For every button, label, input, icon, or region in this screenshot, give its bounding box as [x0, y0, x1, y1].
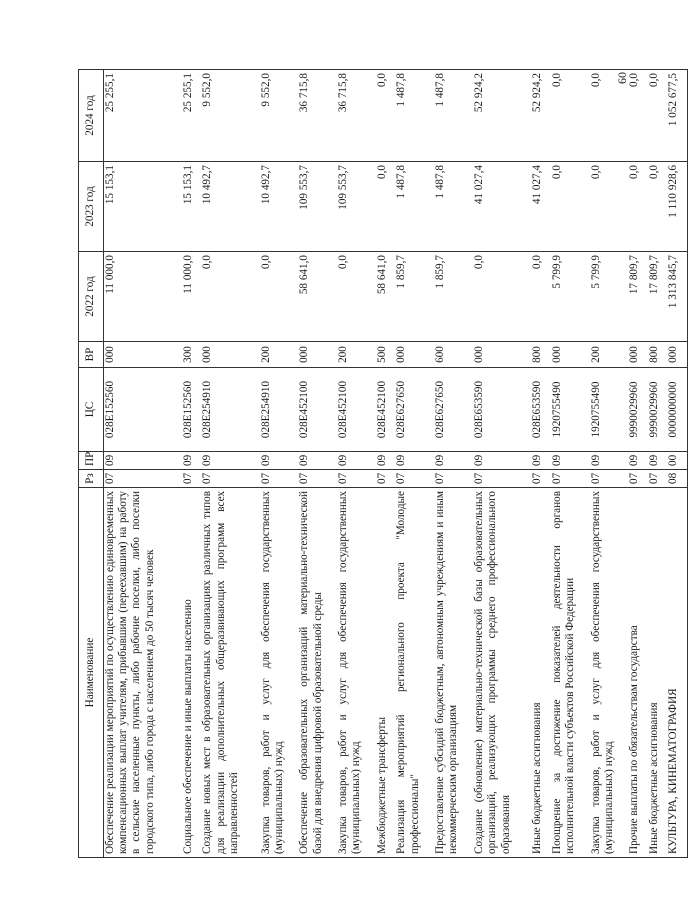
cell-vr: 800: [648, 342, 667, 368]
cell-pr: 09: [648, 452, 667, 470]
cell-cs: 028E627650: [395, 368, 434, 452]
cell-y2023: 0,0: [590, 162, 629, 252]
cell-rz: 07: [473, 470, 531, 488]
cell-cs: 028E627650: [434, 368, 473, 452]
cell-y2024: 1 487,8: [434, 70, 473, 162]
cell-pr: 09: [590, 452, 629, 470]
cell-rz: 07: [337, 470, 376, 488]
budget-table: [78, 69, 688, 858]
header-2022: 2022 год: [79, 252, 104, 342]
header-vr: ВР: [79, 342, 104, 368]
cell-pr: 09: [434, 452, 473, 470]
cell-vr: 800: [531, 342, 550, 368]
cell-rz: 07: [590, 470, 629, 488]
cell-rz: 07: [260, 470, 299, 488]
table-row: [590, 70, 629, 858]
cell-y2022: 58 641,0: [376, 252, 395, 342]
cell-y2023: 41 027,4: [473, 162, 531, 252]
table-row: [473, 70, 531, 858]
cell-vr: 000: [298, 342, 337, 368]
cell-y2024: 9 552,0: [201, 70, 259, 162]
cell-y2023: 1 487,8: [434, 162, 473, 252]
cell-rz: 07: [395, 470, 434, 488]
cell-vr: 200: [590, 342, 629, 368]
cell-vr: 600: [434, 342, 473, 368]
cell-y2023: 41 027,4: [531, 162, 550, 252]
cell-y2024: 52 924,2: [531, 70, 550, 162]
cell-y2022: 0,0: [337, 252, 376, 342]
cell-y2023: 15 153,1: [104, 162, 182, 252]
cell-cs: 028E254910: [260, 368, 299, 452]
cell-rz: 07: [182, 470, 201, 488]
cell-cs: 9990029960: [628, 368, 647, 452]
header-2023: 2023 год: [79, 162, 104, 252]
cell-pr: 00: [667, 452, 687, 470]
cell-y2024: 36 715,8: [337, 70, 376, 162]
cell-name: КУЛЬТУРА, КИНЕМАТОГРАФИЯ: [667, 488, 687, 858]
cell-y2024: 52 924,2: [473, 70, 531, 162]
cell-rz: 07: [648, 470, 667, 488]
cell-name: Обеспечение реализации мероприятий по осуществлению единовременных компенсационных выплат учителям, прибывшим (переехавшим) на работу в сельские населенные пункты, либо рабочие поселки, либо поселки городского типа, либо города с населением до 50 тысяч человек: [104, 488, 182, 858]
cell-rz: 07: [376, 470, 395, 488]
cell-pr: 09: [628, 452, 647, 470]
cell-rz: 07: [298, 470, 337, 488]
cell-pr: 09: [376, 452, 395, 470]
header-2024: 2024 год: [79, 70, 104, 162]
cell-y2022: 17 809,7: [628, 252, 647, 342]
cell-rz: 08: [667, 470, 687, 488]
cell-rz: 07: [104, 470, 182, 488]
cell-y2022: 1 859,7: [434, 252, 473, 342]
cell-name: Иные бюджетные ассигнования: [648, 488, 667, 858]
cell-y2024: 0,0: [376, 70, 395, 162]
cell-cs: 028E152560: [182, 368, 201, 452]
cell-y2024: 9 552,0: [260, 70, 299, 162]
table-row: [667, 70, 687, 858]
cell-y2023: 10 492,7: [260, 162, 299, 252]
cell-vr: 200: [337, 342, 376, 368]
cell-y2022: 5 799,9: [590, 252, 629, 342]
cell-y2023: 0,0: [376, 162, 395, 252]
cell-y2022: 1 859,7: [395, 252, 434, 342]
page-number: 60: [615, 72, 629, 84]
cell-pr: 09: [337, 452, 376, 470]
cell-y2022: 0,0: [473, 252, 531, 342]
cell-y2024: 0,0: [628, 70, 647, 162]
cell-rz: 07: [628, 470, 647, 488]
cell-name: Иные бюджетные ассигнования: [531, 488, 550, 858]
cell-y2023: 10 492,7: [201, 162, 259, 252]
cell-pr: 09: [395, 452, 434, 470]
cell-y2023: 15 153,1: [182, 162, 201, 252]
cell-name: Поощрение за достижение показателей деятельности органов исполнительной власти субъектов Российской Федерации: [551, 488, 590, 858]
cell-y2022: 0,0: [531, 252, 550, 342]
table-row: [260, 70, 299, 858]
table-row: [648, 70, 667, 858]
cell-y2023: 109 553,7: [337, 162, 376, 252]
cell-y2024: 0,0: [590, 70, 629, 162]
cell-name: Реализация мероприятий регионального проекта "Молодые профессионалы": [395, 488, 434, 858]
table-row: [337, 70, 376, 858]
cell-cs: 028E653590: [531, 368, 550, 452]
table-row: [201, 70, 259, 858]
header-name: Наименование: [79, 488, 104, 858]
cell-y2022: 0,0: [260, 252, 299, 342]
cell-vr: 000: [551, 342, 590, 368]
cell-cs: 028E254910: [201, 368, 259, 452]
table-row: [182, 70, 201, 858]
cell-y2024: 36 715,8: [298, 70, 337, 162]
cell-pr: 09: [551, 452, 590, 470]
cell-y2022: 58 641,0: [298, 252, 337, 342]
cell-cs: 028E452100: [298, 368, 337, 452]
cell-pr: 09: [298, 452, 337, 470]
table-row: [298, 70, 337, 858]
cell-y2024: 0,0: [648, 70, 667, 162]
cell-y2022: 11 000,0: [104, 252, 182, 342]
cell-rz: 07: [531, 470, 550, 488]
cell-y2024: 1 487,8: [395, 70, 434, 162]
table-header-row: [79, 70, 104, 858]
cell-name: Обеспечение образовательных организаций материально-технической базой для внедрения цифровой образовательной среды: [298, 488, 337, 858]
cell-name: Предоставление субсидий бюджетным, автономным учреждениям и иным некоммерческим организациям: [434, 488, 473, 858]
cell-pr: 09: [531, 452, 550, 470]
cell-y2023: 1 110 928,6: [667, 162, 687, 252]
cell-rz: 07: [551, 470, 590, 488]
cell-y2023: 109 553,7: [298, 162, 337, 252]
table-row: [434, 70, 473, 858]
cell-name: Прочие выплаты по обязательствам государства: [628, 488, 647, 858]
cell-vr: 200: [260, 342, 299, 368]
cell-cs: 9990029960: [648, 368, 667, 452]
cell-name: Закупка товаров, работ и услуг для обеспечения государственных (муниципальных) нужд: [337, 488, 376, 858]
cell-name: Создание (обновление) материально-технической базы образовательных организаций, реализующих программы среднего профессионального образования: [473, 488, 531, 858]
cell-pr: 09: [182, 452, 201, 470]
cell-rz: 07: [434, 470, 473, 488]
table-row: [395, 70, 434, 858]
cell-y2024: 25 255,1: [182, 70, 201, 162]
cell-pr: 09: [260, 452, 299, 470]
cell-pr: 09: [201, 452, 259, 470]
cell-vr: 000: [104, 342, 182, 368]
cell-name: Межбюджетные трансферты: [376, 488, 395, 858]
cell-pr: 09: [473, 452, 531, 470]
cell-vr: 000: [473, 342, 531, 368]
rotated-table-container: [78, 70, 688, 858]
cell-name: Социальное обеспечение и иные выплаты населению: [182, 488, 201, 858]
cell-vr: 500: [376, 342, 395, 368]
cell-cs: 0000000000: [667, 368, 687, 452]
cell-pr: 09: [104, 452, 182, 470]
cell-y2023: 0,0: [628, 162, 647, 252]
table-row: [628, 70, 647, 858]
cell-rz: 07: [201, 470, 259, 488]
cell-y2023: 0,0: [648, 162, 667, 252]
cell-vr: 000: [667, 342, 687, 368]
cell-vr: 000: [628, 342, 647, 368]
header-rz: Рз: [79, 470, 104, 488]
cell-vr: 000: [201, 342, 259, 368]
header-pr: ПР: [79, 452, 104, 470]
table-row: [104, 70, 182, 858]
cell-y2023: 0,0: [551, 162, 590, 252]
cell-y2022: 5 799,9: [551, 252, 590, 342]
cell-cs: 028E653590: [473, 368, 531, 452]
cell-name: Закупка товаров, работ и услуг для обеспечения государственных (муниципальных) нужд: [590, 488, 629, 858]
cell-cs: 1920755490: [551, 368, 590, 452]
cell-name: Закупка товаров, работ и услуг для обеспечения государственных (муниципальных) нужд: [260, 488, 299, 858]
cell-cs: 028E452100: [376, 368, 395, 452]
cell-y2022: 1 313 845,7: [667, 252, 687, 342]
cell-y2023: 1 487,8: [395, 162, 434, 252]
table-body: [104, 70, 688, 858]
header-cs: ЦС: [79, 368, 104, 452]
cell-y2022: 11 000,0: [182, 252, 201, 342]
cell-y2022: 17 809,7: [648, 252, 667, 342]
cell-vr: 000: [395, 342, 434, 368]
cell-y2024: 1 052 677,5: [667, 70, 687, 162]
cell-cs: 1920755490: [590, 368, 629, 452]
cell-vr: 300: [182, 342, 201, 368]
cell-cs: 028E152560: [104, 368, 182, 452]
cell-y2024: 25 255,1: [104, 70, 182, 162]
cell-y2022: 0,0: [201, 252, 259, 342]
table-row: [551, 70, 590, 858]
cell-name: Создание новых мест в образовательных организациях различных типов для реализации дополнительных общеразвивающих программ всех направленностей: [201, 488, 259, 858]
cell-cs: 028E452100: [337, 368, 376, 452]
table-row: [531, 70, 550, 858]
table-row: [376, 70, 395, 858]
cell-y2024: 0,0: [551, 70, 590, 162]
